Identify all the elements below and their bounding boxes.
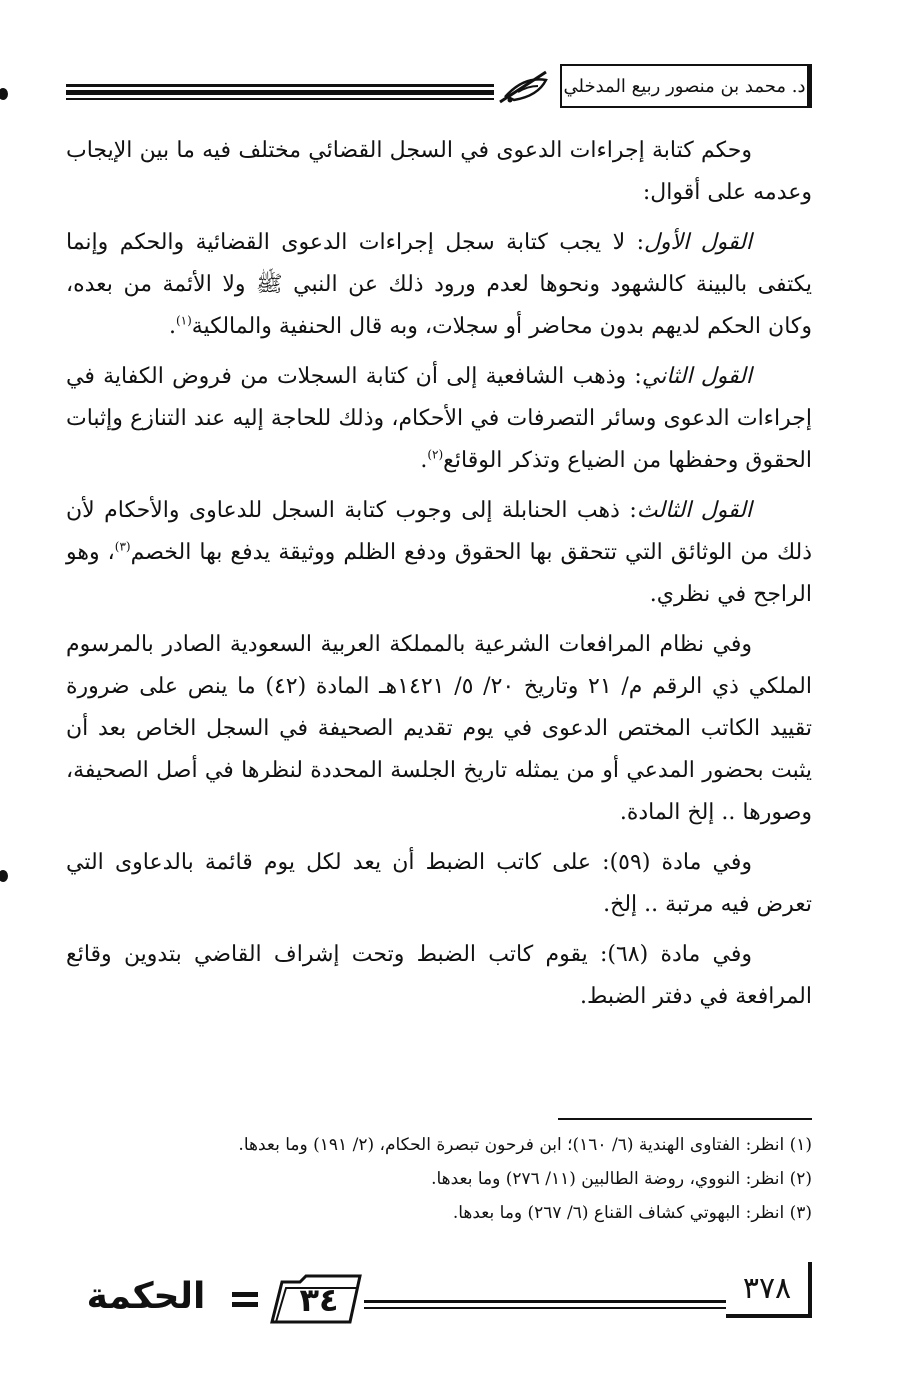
header-rule — [66, 84, 494, 100]
paragraph — [66, 130, 812, 214]
page-header — [66, 62, 812, 112]
paragraph-text: وفي مادة (٥٩): على كاتب الضبط أن يعد لكل يوم قائمة بالدعاوى التي تعرض فيه مرتبة .. إلخ. — [66, 850, 812, 917]
paragraph-text: : لا يجب كتابة سجل إجراءات الدعوى القضائية والحكم وإنما يكتفى بالبينة كالشهود ونحوها لعدم ورود ذلك عن النبي ﷺ ولا الأئمة من بعده، وكان الحكم لديهم بدون محاضر أو سجلات، وبه قال الحنفية والمالكية — [66, 230, 812, 339]
margin-dot — [0, 870, 8, 882]
paragraph-tail: ، وهو الراجح في نظري. — [66, 540, 812, 607]
paragraph-lead: القول الثالث — [636, 498, 753, 523]
footnote: (٣) انظر: البهوتي كشاف القناع (٦/ ٢٦٧) وما بعدها. — [452, 1203, 812, 1223]
pen-emblem-icon — [496, 66, 554, 108]
issue-number: ٣٤ — [299, 1281, 339, 1319]
paragraph-text: وحكم كتابة إجراءات الدعوى في السجل القضائي مختلف فيه ما بين الإيجاب وعدمه على أقوال: — [66, 138, 812, 205]
paragraph-text: : ذهب الحنابلة إلى وجوب كتابة السجل للدعاوى والأحكام لأن ذلك من الوثائق التي تتحقق بها الحقوق ودفع الظلم ووثيقة يدفع بها الخصم — [66, 498, 812, 565]
footnote-separator — [558, 1118, 812, 1120]
divider-mark — [232, 1292, 258, 1297]
paragraph — [66, 934, 812, 1018]
margin-dot — [0, 88, 8, 100]
page-footer — [66, 1262, 812, 1332]
paragraph-lead: القول الأول — [644, 230, 752, 255]
paragraph-text: وفي مادة (٦٨): يقوم كاتب الضبط وتحت إشراف القاضي بتدوين وقائع المرافعة في دفتر الضبط. — [66, 942, 812, 1009]
footer-rule — [364, 1307, 726, 1309]
paragraph — [66, 490, 812, 616]
journal-logo: الحكمة — [86, 1275, 206, 1317]
author-name: د. محمد بن منصور ربيع المدخلي — [560, 64, 812, 108]
footnote-ref[interactable]: (١) — [175, 313, 192, 328]
footnote-ref[interactable]: (٢) — [427, 447, 444, 462]
paragraph — [66, 842, 812, 926]
paragraph-text: : وذهب الشافعية إلى أن كتابة السجلات من فروض الكفاية في إجراءات الدعوى وسائر التصرفات في الأحكام، وذلك للحاجة إليه عند التنازع وإثبات الحقوق وحفظها من الضياع وتذكر الوقائع — [66, 364, 812, 473]
paragraph — [66, 356, 812, 482]
page-number: ٣٧٨ — [726, 1262, 812, 1318]
footnote: (١) انظر: الفتاوى الهندية (٦/ ١٦٠)؛ ابن فرحون تبصرة الحكام، (٢/ ١٩١) وما بعدها. — [238, 1135, 812, 1155]
divider-mark — [232, 1302, 258, 1307]
footnote: (٢) انظر: النووي، روضة الطالبين (١١/ ٢٧٦) وما بعدها. — [431, 1169, 812, 1189]
paragraph-text: وفي نظام المرافعات الشرعية بالمملكة العربية السعودية الصادر بالمرسوم الملكي ذي الرقم م/ ٢١ وتاريخ ٢٠/ ٥/ ١٤٢١هـ المادة (٤٢) ما ينص على ضرورة تقييد الكاتب المختص الدعوى في يوم تقديم الصحيفة في السجل الخاص بعد أن يثبت بحضور المدعي أو من يمثله تاريخ الجلسة المحددة لنظرها في أصل الصحيفة، وصورها .. إلخ المادة. — [66, 632, 812, 825]
footnote-ref[interactable]: (٣) — [114, 539, 131, 554]
paragraph-lead: القول الثاني — [641, 364, 753, 389]
article-body — [66, 130, 812, 1026]
footnotes — [66, 1128, 812, 1230]
footer-rule — [364, 1300, 726, 1303]
paragraph — [66, 222, 812, 348]
paragraph — [66, 624, 812, 834]
paragraph-tail: . — [420, 448, 428, 473]
paragraph-tail: . — [168, 314, 176, 339]
